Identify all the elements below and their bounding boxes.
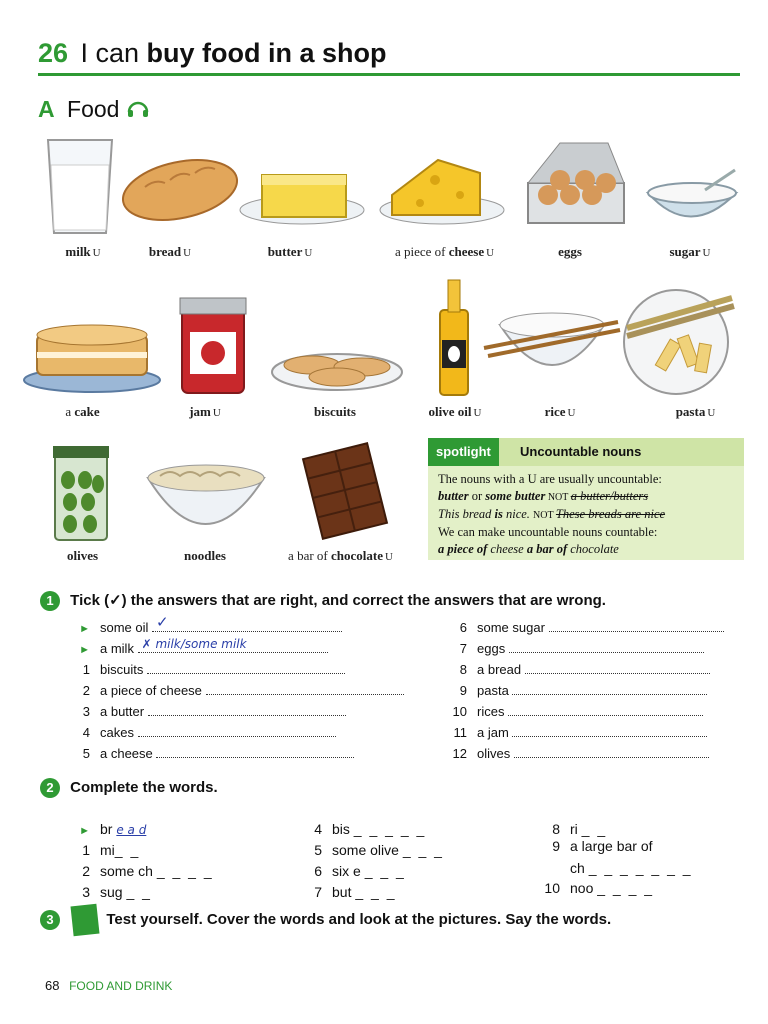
food-images-row2 (22, 270, 742, 400)
answer-blank[interactable] (512, 724, 707, 737)
section-a-heading: A Food (38, 96, 150, 124)
cheese-image (380, 160, 504, 224)
olive-oil-image (440, 280, 468, 395)
food-label: rice U (544, 404, 576, 419)
food-label: noodles (184, 548, 226, 563)
answer-row: 12 olives (447, 745, 709, 761)
rice-image (484, 313, 620, 365)
answer-row: 9 pasta (447, 682, 707, 698)
exercise-number: 2 (40, 778, 60, 798)
answer-row: 11 a jam (447, 724, 707, 740)
food-label: biscuits (314, 404, 356, 419)
word-row: 4 bis _ _ _ _ _ (314, 821, 427, 837)
food-label: jam U (189, 404, 221, 419)
word-row: 10 noo _ _ _ _ (544, 880, 655, 896)
word-row: ► br e a d (79, 821, 147, 837)
word-row: 1 mi_ _ (82, 842, 141, 858)
food-label: a cake (65, 404, 100, 419)
cover-card-icon (71, 904, 100, 937)
page-number: 68 (45, 978, 60, 993)
answer-row: 1 biscuits (70, 661, 345, 677)
page-title: 26 I can buy food in a shop (38, 38, 387, 68)
answer-row: ► a milk ✗ milk/some milk (70, 640, 328, 656)
unit-number: 26 (38, 38, 69, 68)
word-row: 6 six e _ _ _ (314, 863, 406, 879)
word-row: ch _ _ _ _ _ _ _ (570, 860, 693, 876)
exercise-number: 1 (40, 591, 60, 611)
answer-row: 7 eggs (447, 640, 704, 656)
word-row: 5 some olive _ _ _ (314, 842, 444, 858)
footer-section: FOOD AND DRINK (69, 979, 173, 993)
food-label: pasta U (675, 404, 716, 419)
food-label: butter U (267, 244, 313, 259)
answer-blank[interactable] (206, 682, 404, 695)
spotlight-line: The nouns with a U are usually uncountable: (438, 472, 662, 486)
food-label: a piece of cheese U (394, 244, 495, 259)
butter-image (240, 175, 364, 224)
answer-blank[interactable] (514, 745, 709, 758)
food-label: bread U (148, 244, 192, 259)
pasta-image (624, 290, 734, 394)
food-images-row1 (40, 135, 740, 240)
spotlight-tag: spotlight (428, 438, 499, 466)
exercise-3-heading: 3 Test yourself. Cover the words and look at the pictures. Say the words. (40, 905, 611, 935)
answer-row: 5 a cheese (70, 745, 354, 761)
food-label: sugar U (669, 244, 711, 259)
olives-image (53, 446, 109, 540)
word-row: 8 ri _ _ (552, 821, 608, 837)
word-row: 9 a large bar of (552, 838, 653, 854)
headphones-icon[interactable] (126, 97, 150, 124)
answer-row: 6 some sugar (447, 619, 724, 635)
answer-blank[interactable] (138, 724, 336, 737)
spotlight-line: We can make uncountable nouns countable: (438, 525, 658, 539)
food-label: a bar of chocolate U (288, 548, 393, 563)
chocolate-image (303, 443, 387, 539)
answer-blank[interactable] (147, 661, 345, 674)
answer-row: 10 rices (447, 703, 703, 719)
food-label: olives (66, 548, 99, 563)
answer-row: 2 a piece of cheese (70, 682, 404, 698)
answer-blank[interactable] (508, 703, 703, 716)
cake-image (24, 325, 160, 392)
spotlight-box (428, 438, 744, 560)
answer-blank[interactable] (509, 640, 704, 653)
biscuits-image (272, 354, 402, 390)
word-row: 3 sug _ _ (82, 884, 152, 900)
spotlight-line: butter or some butter NOT a butter/butters (438, 489, 649, 503)
exercise-2-heading: 2 Complete the words. (40, 778, 218, 798)
answer-row: 8 a bread (447, 661, 710, 677)
milk-image (48, 140, 112, 233)
title-rule (38, 73, 740, 76)
answer-blank[interactable] (148, 703, 346, 716)
word-row: 7 but _ _ _ (314, 884, 397, 900)
exercise-number: 3 (40, 910, 60, 930)
exercise-1-heading: 1 Tick (✓) the answers that are right, and correct the answers that are wrong. (40, 591, 606, 611)
food-label: olive oil U (428, 404, 482, 419)
answer-blank[interactable] (156, 745, 354, 758)
noodles-image (148, 465, 264, 524)
answer-row: 3 a butter (70, 703, 346, 719)
jam-image (180, 298, 246, 393)
answer-row: 4 cakes (70, 724, 336, 740)
eggs-image (528, 143, 624, 223)
page-footer (45, 978, 172, 993)
word-row: 2 some ch _ _ _ _ (82, 863, 214, 879)
spotlight-title: Uncountable nouns (520, 444, 642, 459)
bread-image (117, 151, 242, 230)
answer-blank[interactable] (549, 619, 724, 632)
food-label: eggs (558, 244, 582, 259)
spotlight-line: This bread is nice. NOT These breads are nice (438, 507, 666, 521)
spotlight-line: a piece of cheese a bar of chocolate (438, 542, 619, 556)
food-label: milk U (65, 244, 101, 259)
answer-blank[interactable] (512, 682, 707, 695)
food-images-row3 (40, 440, 400, 545)
sugar-image (648, 170, 736, 217)
answer-row: ► some oil ✓ (70, 619, 342, 635)
answer-blank[interactable] (525, 661, 710, 674)
